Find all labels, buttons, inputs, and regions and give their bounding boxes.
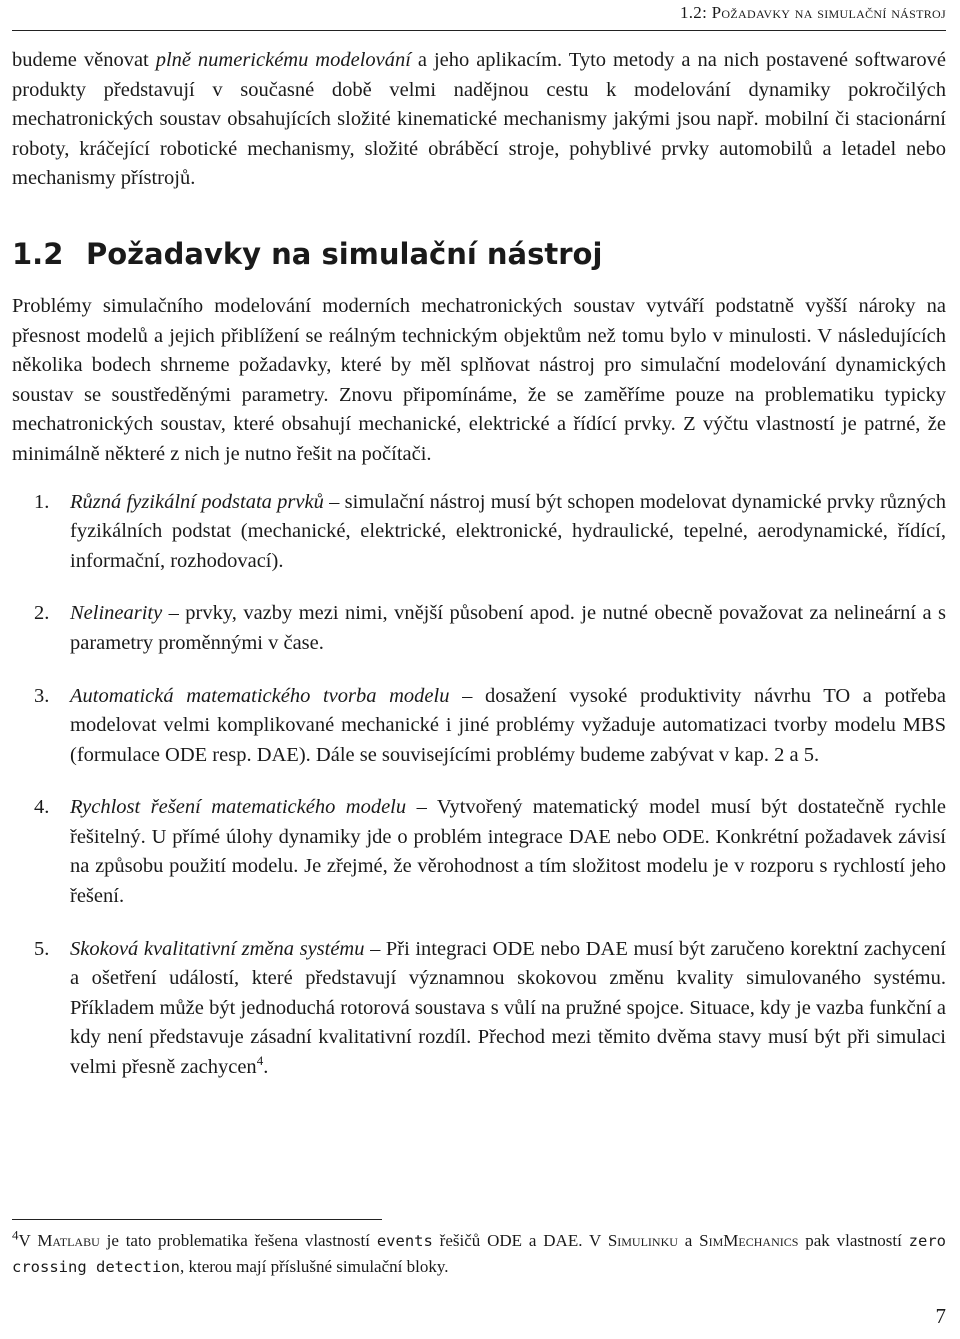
- item-text: – prvky, vazby mezi nimi, vnější působení apod. je nutné obecně považovat za nelineární a s parametry proměnnými v čase.: [70, 602, 946, 654]
- list-item: [12, 682, 946, 771]
- intro-emphasis: plně numerickému modelování: [155, 49, 411, 71]
- list-item: [12, 599, 946, 658]
- main-text: [12, 46, 946, 1106]
- footnote-text: , kterou mají příslušné simulační bloky.: [179, 1257, 449, 1276]
- item-text: – simulační nástroj musí být schopen modelovat dynamické prvky různých fyzikálních podstat (mechanické, elektrické, elektronické, hydraulické, tepelné, aerodynamické, řídící, informační, rozhodovací).: [70, 490, 946, 572]
- list-item: [12, 935, 946, 1083]
- item-term: Automatická matematického tvorba modelu: [70, 684, 450, 707]
- intro-paragraph: [12, 46, 946, 194]
- footnote-text: pak vlastností: [798, 1231, 909, 1250]
- section-heading: [12, 236, 946, 272]
- footnote-code: events: [376, 1232, 433, 1250]
- footnote-simulink: Simulinku: [607, 1231, 678, 1250]
- item-text: – Při integraci ODE nebo DAE musí být zaručeno korektní zachycení a ošetření událostí, které představují významnou skokovou změnu kvality simulovaného systému. Příkladem může být jednoduchá rotorová soustava s vůlí na pružné spojce. Situace, kdy je vazba funkční a kdy není představuje zásadní kvalitativní rozdíl. Přechod mezi těmito dvěma stavy musí být při simulaci velmi přesně zachycen: [70, 937, 946, 1079]
- list-item: [12, 793, 946, 911]
- item-term: Rychlost řešení matematického modelu: [70, 796, 407, 819]
- item-term: Různá fyzikální podstata prvků: [70, 490, 324, 513]
- requirements-list: [12, 488, 946, 1083]
- header-rule: [12, 30, 946, 31]
- intro-text-1: budeme věnovat: [12, 49, 156, 71]
- item-number: 5.: [34, 937, 50, 960]
- item-text: – Vytvořený matematický model musí být dostatečně rychle řešitelný. U přímé úlohy dynamiky jde o problém integrace DAE nebo ODE. Konkrétní požadavek závisí na způsobu použití modelu. Je zřejmé, že věrohodnost a tím složitost modelu je v rozporu s rychlostí jeho řešení.: [70, 796, 946, 908]
- item-text: – dosažení vysoké produktivity návrhu TO a potřeba modelovat velmi komplikované mechanické i jiné problémy vyžaduje automatizaci tvorby modelu MBS (formulace ODE resp. DAE). Dále se souvisejícími problémy budeme zabývat v kap. 2 a 5.: [70, 684, 946, 766]
- list-item: [12, 488, 946, 577]
- intro-text-2: a jeho aplikacím. Tyto metody a na nich postavené softwarové produkty představují v současné době velmi nadějnou cestu k modelování dynamiky pokročilých mechatronických soustav obsahujících složité kinematické mechanismy jakými jsou např. mobilní či stacionární roboty, kráčející robotické mechanismy, složité obráběcí stroje, pohyblivé prvky automobilů a letadel nebo mechanismy přístrojů.: [12, 49, 946, 190]
- running-head: 1.2: Požadavky na simulační nástroj: [679, 3, 946, 22]
- item-number: 4.: [34, 796, 50, 819]
- footnote-rule: [12, 1219, 382, 1220]
- footnote-code: zero crossing detection: [12, 1232, 946, 1276]
- item-number: 3.: [34, 684, 50, 707]
- footnote-text: a: [677, 1231, 700, 1250]
- section-title: Požadavky na simulační nástroj: [86, 236, 603, 271]
- footnote: [12, 1228, 946, 1280]
- footnote-text: V: [18, 1231, 38, 1250]
- footnote-simmechanics: SimMechanics: [699, 1231, 799, 1250]
- section-paragraph: Problémy simulačního modelování moderních mechatronických soustav vytváří podstatně vyšší nároky na přesnost modelů a jejich přiblížení se reálným technickým objektům než tomu bylo v minulosti. V následujících několika bodech shrneme požadavky, které by měl splňovat nástroj pro simulační modelování dynamických soustav se soustředěnými parametry. Znovu připomínáme, že se zaměříme pouze na problematiku typicky mechatronických soustav, které obsahují mechanické, elektrické a řídící prvky. Z výčtu vlastností je patrné, že minimálně některé z nich je nutno řešit na počítači.: [12, 294, 946, 465]
- footnote-matlab: Matlabu: [37, 1231, 100, 1250]
- footnote-text: řešičů ODE a DAE. V: [432, 1231, 608, 1250]
- footnote-mark: 4: [12, 1227, 19, 1243]
- item-term: Nelinearity: [70, 602, 163, 625]
- item-number: 1.: [34, 490, 50, 513]
- item-tail: .: [263, 1056, 269, 1079]
- item-term: Skoková kvalitativní změna systému: [70, 937, 365, 960]
- item-number: 2.: [34, 602, 50, 625]
- footnote-ref[interactable]: 4: [256, 1053, 264, 1069]
- page-number: 7: [935, 1304, 946, 1328]
- footnote-text: je tato problematika řešena vlastností: [99, 1231, 377, 1250]
- section-number: 1.2: [12, 236, 64, 271]
